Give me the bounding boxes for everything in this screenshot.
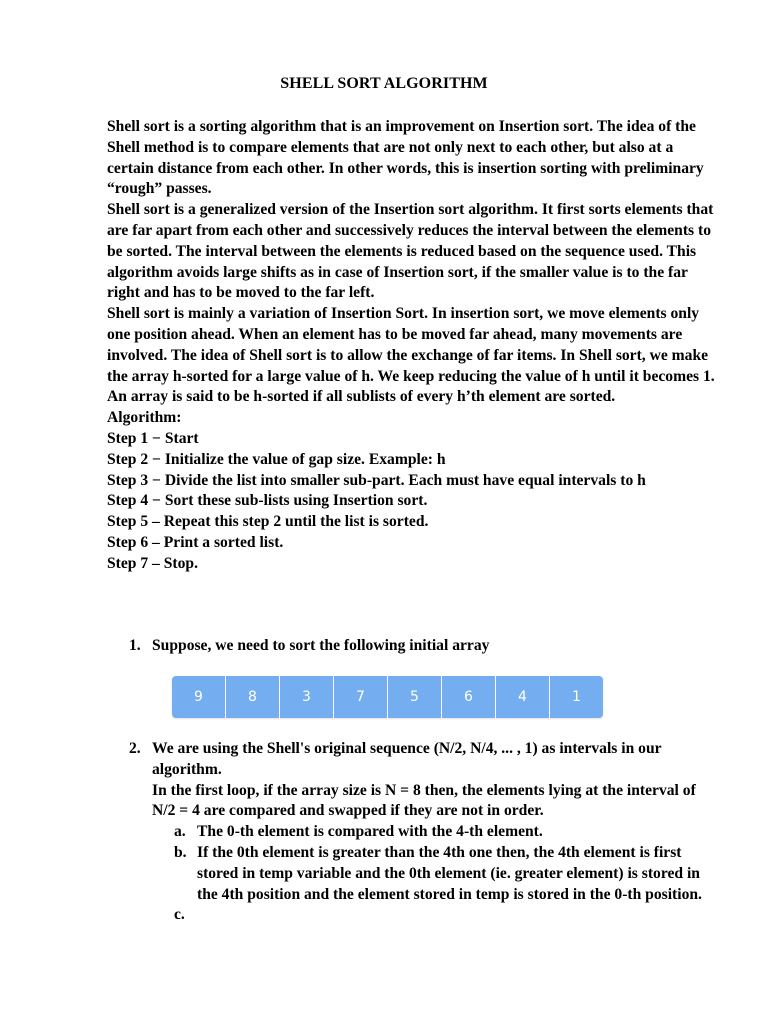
step-6: Step 6 – Print a sorted list. (107, 533, 284, 551)
array-cell: 7 (334, 676, 388, 718)
initial-array (172, 676, 603, 718)
array-cell: 6 (442, 676, 496, 718)
subitem-letter: b. (174, 843, 187, 861)
numbered-list-item-2 (107, 739, 719, 926)
paragraph-variation: Shell sort is mainly a variation of Insertion Sort. In insertion sort, we move elements only one position ahead. When an element has to be moved far ahead, many movements are involved. The idea of Shell sort is to allow the exchange of far items. In Shell sort, we make the array h-sorted for a large value of h. We keep reducing the value of h until it becomes 1. An array is said to be h-sorted if all sublists of every h’th element are sorted. (107, 305, 715, 406)
subitem-text: If the 0th element is greater than the 4th one then, the 4th element is first stored in temp variable and the 0th element (ie. greater element) is stored in the 4th position and the element stored in temp is stored in the 0-th position. (197, 843, 702, 903)
array-cell: 8 (226, 676, 280, 718)
list-item-text: Suppose, we need to sort the following initial array (152, 637, 490, 654)
subitem-letter: a. (174, 823, 186, 841)
subitem-text (197, 906, 201, 923)
step-4: Step 4 − Sort these sub-lists using Insertion sort. (107, 492, 428, 510)
array-cell: 5 (388, 676, 442, 718)
algorithm-label: Algorithm: (107, 409, 182, 427)
paragraph-intro: Shell sort is a sorting algorithm that is an improvement on Insertion sort. The idea of the Shell method is to compare elements that are not only next to each other, but also at a certain distance from each other. In other words, this is insertion sorting with preliminary “rough” passes. (107, 118, 704, 198)
step-2: Step 2 − Initialize the value of gap size. Example: h (107, 450, 446, 468)
document-title: SHELL SORT ALGORITHM (280, 75, 488, 92)
step-5: Step 5 – Repeat this step 2 until the list is sorted. (107, 513, 429, 531)
document-body (107, 117, 717, 575)
subitem-a (152, 822, 719, 843)
subitem-text: The 0-th element is compared with the 4-th element. (197, 823, 543, 841)
paragraph-generalized: Shell sort is a generalized version of the Insertion sort algorithm. It first sorts elements that are far apart from each other and successively reduces the interval between the elements to be sorted. The interval between the elements is reduced based on the sequence used. This algorithm avoids large shifts as in case of Insertion sort, if the smaller value is to the far right and has to be moved to the far left. (107, 201, 714, 302)
step-3: Step 3 − Divide the list into smaller sub-part. Each must have equal intervals to h (107, 471, 646, 489)
list-number: 1. (129, 637, 141, 654)
array-cell: 9 (172, 676, 226, 718)
array-cell: 3 (280, 676, 334, 718)
subitem-letter: c. (174, 906, 185, 924)
step-7: Step 7 – Stop. (107, 554, 198, 572)
subitem-b (152, 843, 719, 905)
list-number: 2. (129, 740, 141, 757)
list-item-text: We are using the Shell's original sequence (N/2, N/4, ... , 1) as intervals in our algorithm. (152, 740, 662, 778)
array-cell: 4 (496, 676, 550, 718)
subitem-c (152, 905, 719, 926)
step-1: Step 1 − Start (107, 429, 199, 447)
list-item-continuation: In the first loop, if the array size is N = 8 then, the elements lying at the interval of N/2 = 4 are compared and swapped if they are not in order. (152, 781, 696, 820)
array-cell: 1 (572, 689, 581, 705)
numbered-list-item-1 (107, 636, 727, 657)
algorithm-section (107, 408, 717, 574)
